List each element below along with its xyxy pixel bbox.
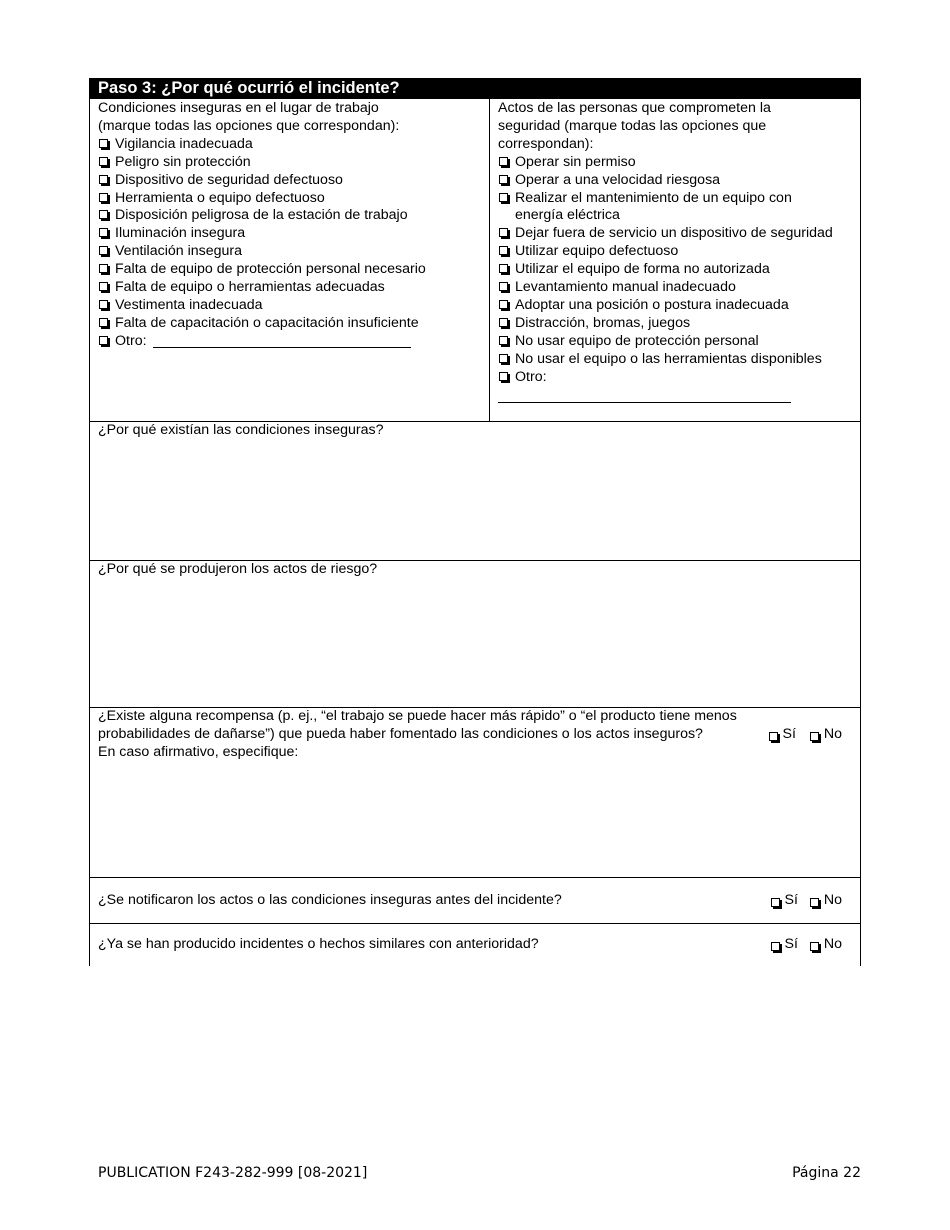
checkbox[interactable]: [499, 372, 508, 381]
why-conditions-field[interactable]: [89, 422, 861, 561]
conditions-acts-row: [89, 99, 861, 422]
checkbox-no[interactable]: [810, 942, 819, 951]
condition-option[interactable]: Dispositivo de seguridad defectuoso: [98, 172, 487, 190]
checkbox[interactable]: [99, 193, 108, 202]
condition-option[interactable]: Falta de capacitación o capacitación insuficiente: [98, 315, 487, 333]
act-option[interactable]: Utilizar equipo defectuoso: [498, 243, 858, 261]
act-other-input[interactable]: [498, 401, 791, 403]
similar-question: ¿Ya se han producido incidentes o hechos similares con anterioridad?: [98, 936, 539, 953]
why-acts-field[interactable]: [89, 561, 861, 708]
reward-question-1: ¿Existe alguna recompensa (p. ej., “el trabajo se puede hacer más rápido” o “el producto tiene menos: [98, 708, 737, 724]
unsafe-acts-column: [490, 99, 860, 421]
act-option[interactable]: Dejar fuera de servicio un dispositivo de seguridad: [498, 225, 858, 243]
condition-option[interactable]: Vigilancia inadecuada: [98, 136, 487, 154]
act-option[interactable]: Adoptar una posición o postura inadecuada: [498, 297, 858, 315]
checkbox[interactable]: [499, 193, 508, 202]
condition-option[interactable]: Falta de equipo de protección personal necesario: [98, 261, 487, 279]
condition-option[interactable]: Disposición peligrosa de la estación de trabajo: [98, 207, 487, 225]
checkbox[interactable]: [499, 282, 508, 291]
publication-number: PUBLICATION F243-282-999 [08-2021]: [98, 1165, 368, 1181]
checkbox-no[interactable]: [810, 898, 819, 907]
act-option[interactable]: Utilizar el equipo de forma no autorizada: [498, 261, 858, 279]
act-option[interactable]: Realizar el mantenimiento de un equipo con energía eléctrica: [498, 190, 858, 226]
checkbox[interactable]: [99, 300, 108, 309]
page-number: Página 22: [792, 1165, 861, 1181]
checkbox-yes[interactable]: [769, 732, 778, 741]
conditions-heading-2: (marque todas las opciones que correspondan):: [98, 117, 400, 134]
condition-other-input[interactable]: [153, 333, 411, 348]
reward-field[interactable]: [89, 708, 861, 878]
checkbox[interactable]: [99, 264, 108, 273]
condition-other-option[interactable]: Otro:: [98, 333, 487, 351]
acts-heading-1: Actos de las personas que comprometen la: [498, 100, 771, 116]
reward-yes-no: Sí No: [768, 726, 843, 744]
step-title: Paso 3: ¿Por qué ocurrió el incidente?: [89, 78, 861, 99]
checkbox-yes[interactable]: [771, 942, 780, 951]
checkbox[interactable]: [99, 228, 108, 237]
checkbox[interactable]: [499, 175, 508, 184]
checkbox[interactable]: [99, 246, 108, 255]
reward-specify-label: En caso afirmativo, especifique:: [98, 743, 299, 760]
act-option[interactable]: No usar equipo de protección personal: [498, 333, 858, 351]
reported-row: [89, 878, 861, 924]
condition-option[interactable]: Herramienta o equipo defectuoso: [98, 190, 487, 208]
why-acts-question: ¿Por qué se produjeron los actos de riesgo?: [98, 561, 378, 577]
reward-question-2: probabilidades de dañarse”) que pueda haber fomentado las condiciones o los actos inseguros?: [98, 725, 703, 742]
act-option[interactable]: Operar a una velocidad riesgosa: [498, 172, 858, 190]
checkbox-yes[interactable]: [771, 898, 780, 907]
checkbox[interactable]: [99, 139, 108, 148]
incident-form-step3: [89, 78, 861, 966]
checkbox[interactable]: [99, 282, 108, 291]
similar-yes-no: Sí No: [770, 936, 843, 954]
checkbox[interactable]: [99, 157, 108, 166]
checkbox[interactable]: [499, 318, 508, 327]
checkbox[interactable]: [499, 300, 508, 309]
conditions-heading-1: Condiciones inseguras en el lugar de trabajo: [98, 100, 379, 116]
condition-option[interactable]: Peligro sin protección: [98, 154, 487, 172]
unsafe-conditions-column: [90, 99, 490, 421]
checkbox-no[interactable]: [810, 732, 819, 741]
checkbox[interactable]: [499, 354, 508, 363]
act-option[interactable]: Levantamiento manual inadecuado: [498, 279, 858, 297]
reported-question: ¿Se notificaron los actos o las condiciones inseguras antes del incidente?: [98, 891, 562, 908]
checkbox[interactable]: [499, 157, 508, 166]
condition-option[interactable]: Ventilación insegura: [98, 243, 487, 261]
checkbox[interactable]: [99, 210, 108, 219]
checkbox[interactable]: [99, 318, 108, 327]
acts-heading-3: correspondan):: [498, 135, 594, 152]
reported-yes-no: Sí No: [770, 892, 843, 910]
checkbox[interactable]: [499, 264, 508, 273]
checkbox[interactable]: [99, 336, 108, 345]
checkbox[interactable]: [499, 228, 508, 237]
condition-option[interactable]: Falta de equipo o herramientas adecuadas: [98, 279, 487, 297]
condition-option[interactable]: Iluminación insegura: [98, 225, 487, 243]
checkbox[interactable]: [499, 336, 508, 345]
why-conditions-question: ¿Por qué existían las condiciones inseguras?: [98, 422, 384, 438]
similar-row: [89, 924, 861, 966]
act-other-option[interactable]: Otro:: [498, 369, 858, 387]
act-option[interactable]: No usar el equipo o las herramientas disponibles: [498, 351, 858, 369]
acts-heading-2: seguridad (marque todas las opciones que: [498, 117, 767, 134]
checkbox[interactable]: [99, 175, 108, 184]
checkbox[interactable]: [499, 246, 508, 255]
condition-option[interactable]: Vestimenta inadecuada: [98, 297, 487, 315]
act-option[interactable]: Distracción, bromas, juegos: [498, 315, 858, 333]
act-option[interactable]: Operar sin permiso: [498, 154, 858, 172]
